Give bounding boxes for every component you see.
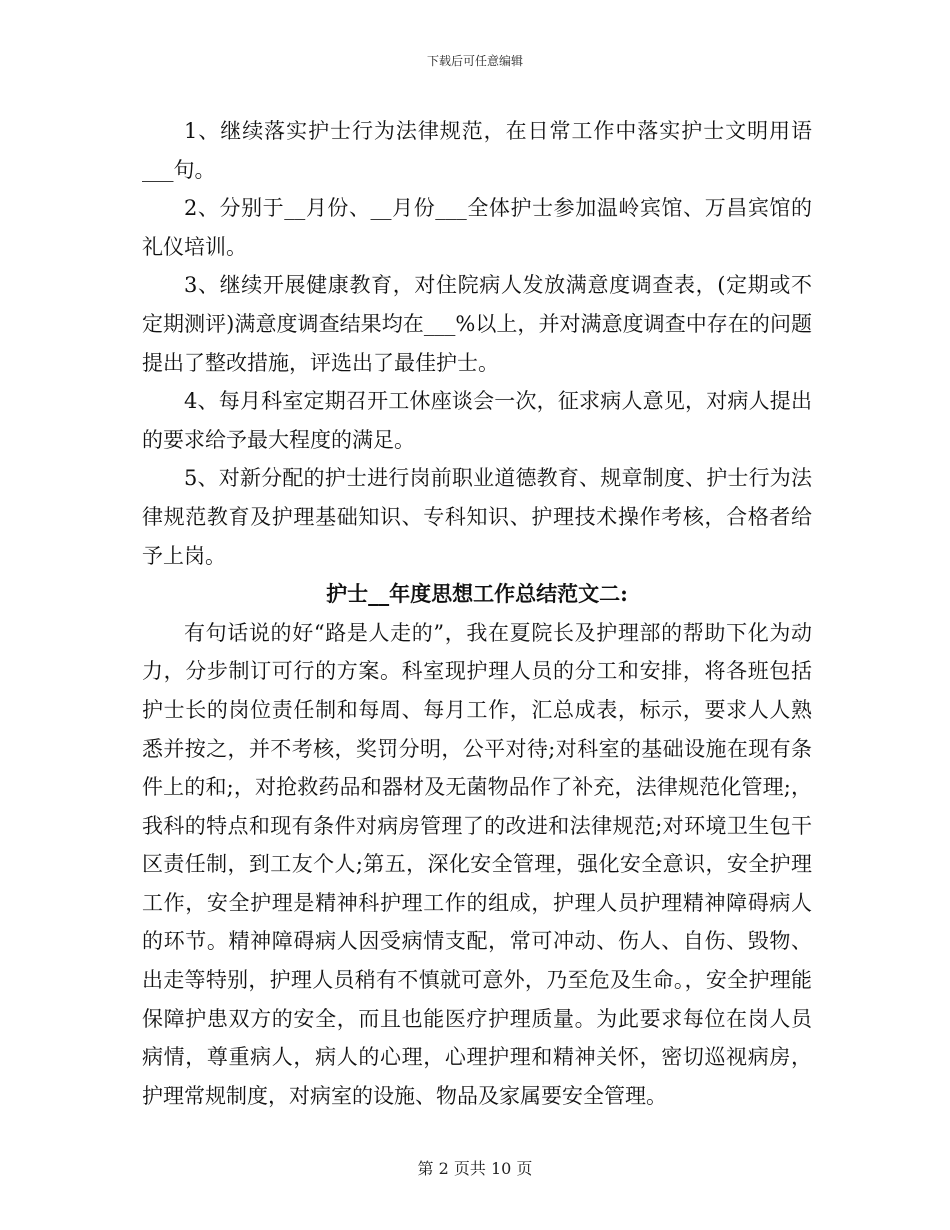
list-item: 2、分别于__月份、__月份___全体护士参加温岭宾馆、万昌宾馆的礼仪培训。 [142,196,812,259]
list-item: 5、对新分配的护士进行岗前职业道德教育、规章制度、护士行为法律规范教育及护理基础知识、专科知识、护理技术操作考核，合格者给予上岗。 [142,466,812,568]
page-header: 下载后可任意编辑 [426,54,523,68]
section-paragraph: 有句话说的好“路是人走的”，我在夏院长及护理部的帮助下化为动力，分步制订可行的方案。科室现护理人员的分工和安排，将各班包括护士长的岗位责任制和每周、每月工作，汇总成表，标示，要求人人熟悉并按之，并不考核，奖罚分明，公平对待;对科室的基础设施在现有条件上的和;，对抢救药品和器材及无菌物品作了补充，法律规范化管理;，我科的特点和现有条件对病房管理了的改进和法律规范;对环境卫生包干区责任制，到工友个人;第五，深化安全管理，强化安全意识，安全护理工作，安全护理是精神科护理工作的组成，护理人员护理精神障碍病人的环节。精神障碍病人因受病情支配，常可冲动、伤人、自伤、毁物、出走等特别，护理人员稍有不慎就可意外，乃至危及生命。，安全护理能保障护患双方的安全，而且也能医疗护理质量。为此要求每位在岗人员病情，尊重病人，病人的心理，心理护理和精神关怀，密切巡视病房，护理常规制度，对病室的设施、物品及家属要安全管理。 [142,620,812,1108]
section-title: 护士__年度思想工作总结范文二: [326,581,628,607]
document-body [142,112,812,1115]
list-item: 3、继续开展健康教育，对住院病人发放满意度调查表，(定期或不定期测评)满意度调查结果均在___%以上，并对满意度调查中存在的问题提出了整改措施，评选出了最佳护士。 [142,273,812,375]
list-item: 4、每月科室定期召开工休座谈会一次，征求病人意见，对病人提出的要求给予最大程度的满足。 [142,389,812,452]
list-item: 1、继续落实护士行为法律规范，在日常工作中落实护士文明用语___句。 [142,119,812,182]
page-footer: 第 2 页共 10 页 [417,1159,533,1178]
